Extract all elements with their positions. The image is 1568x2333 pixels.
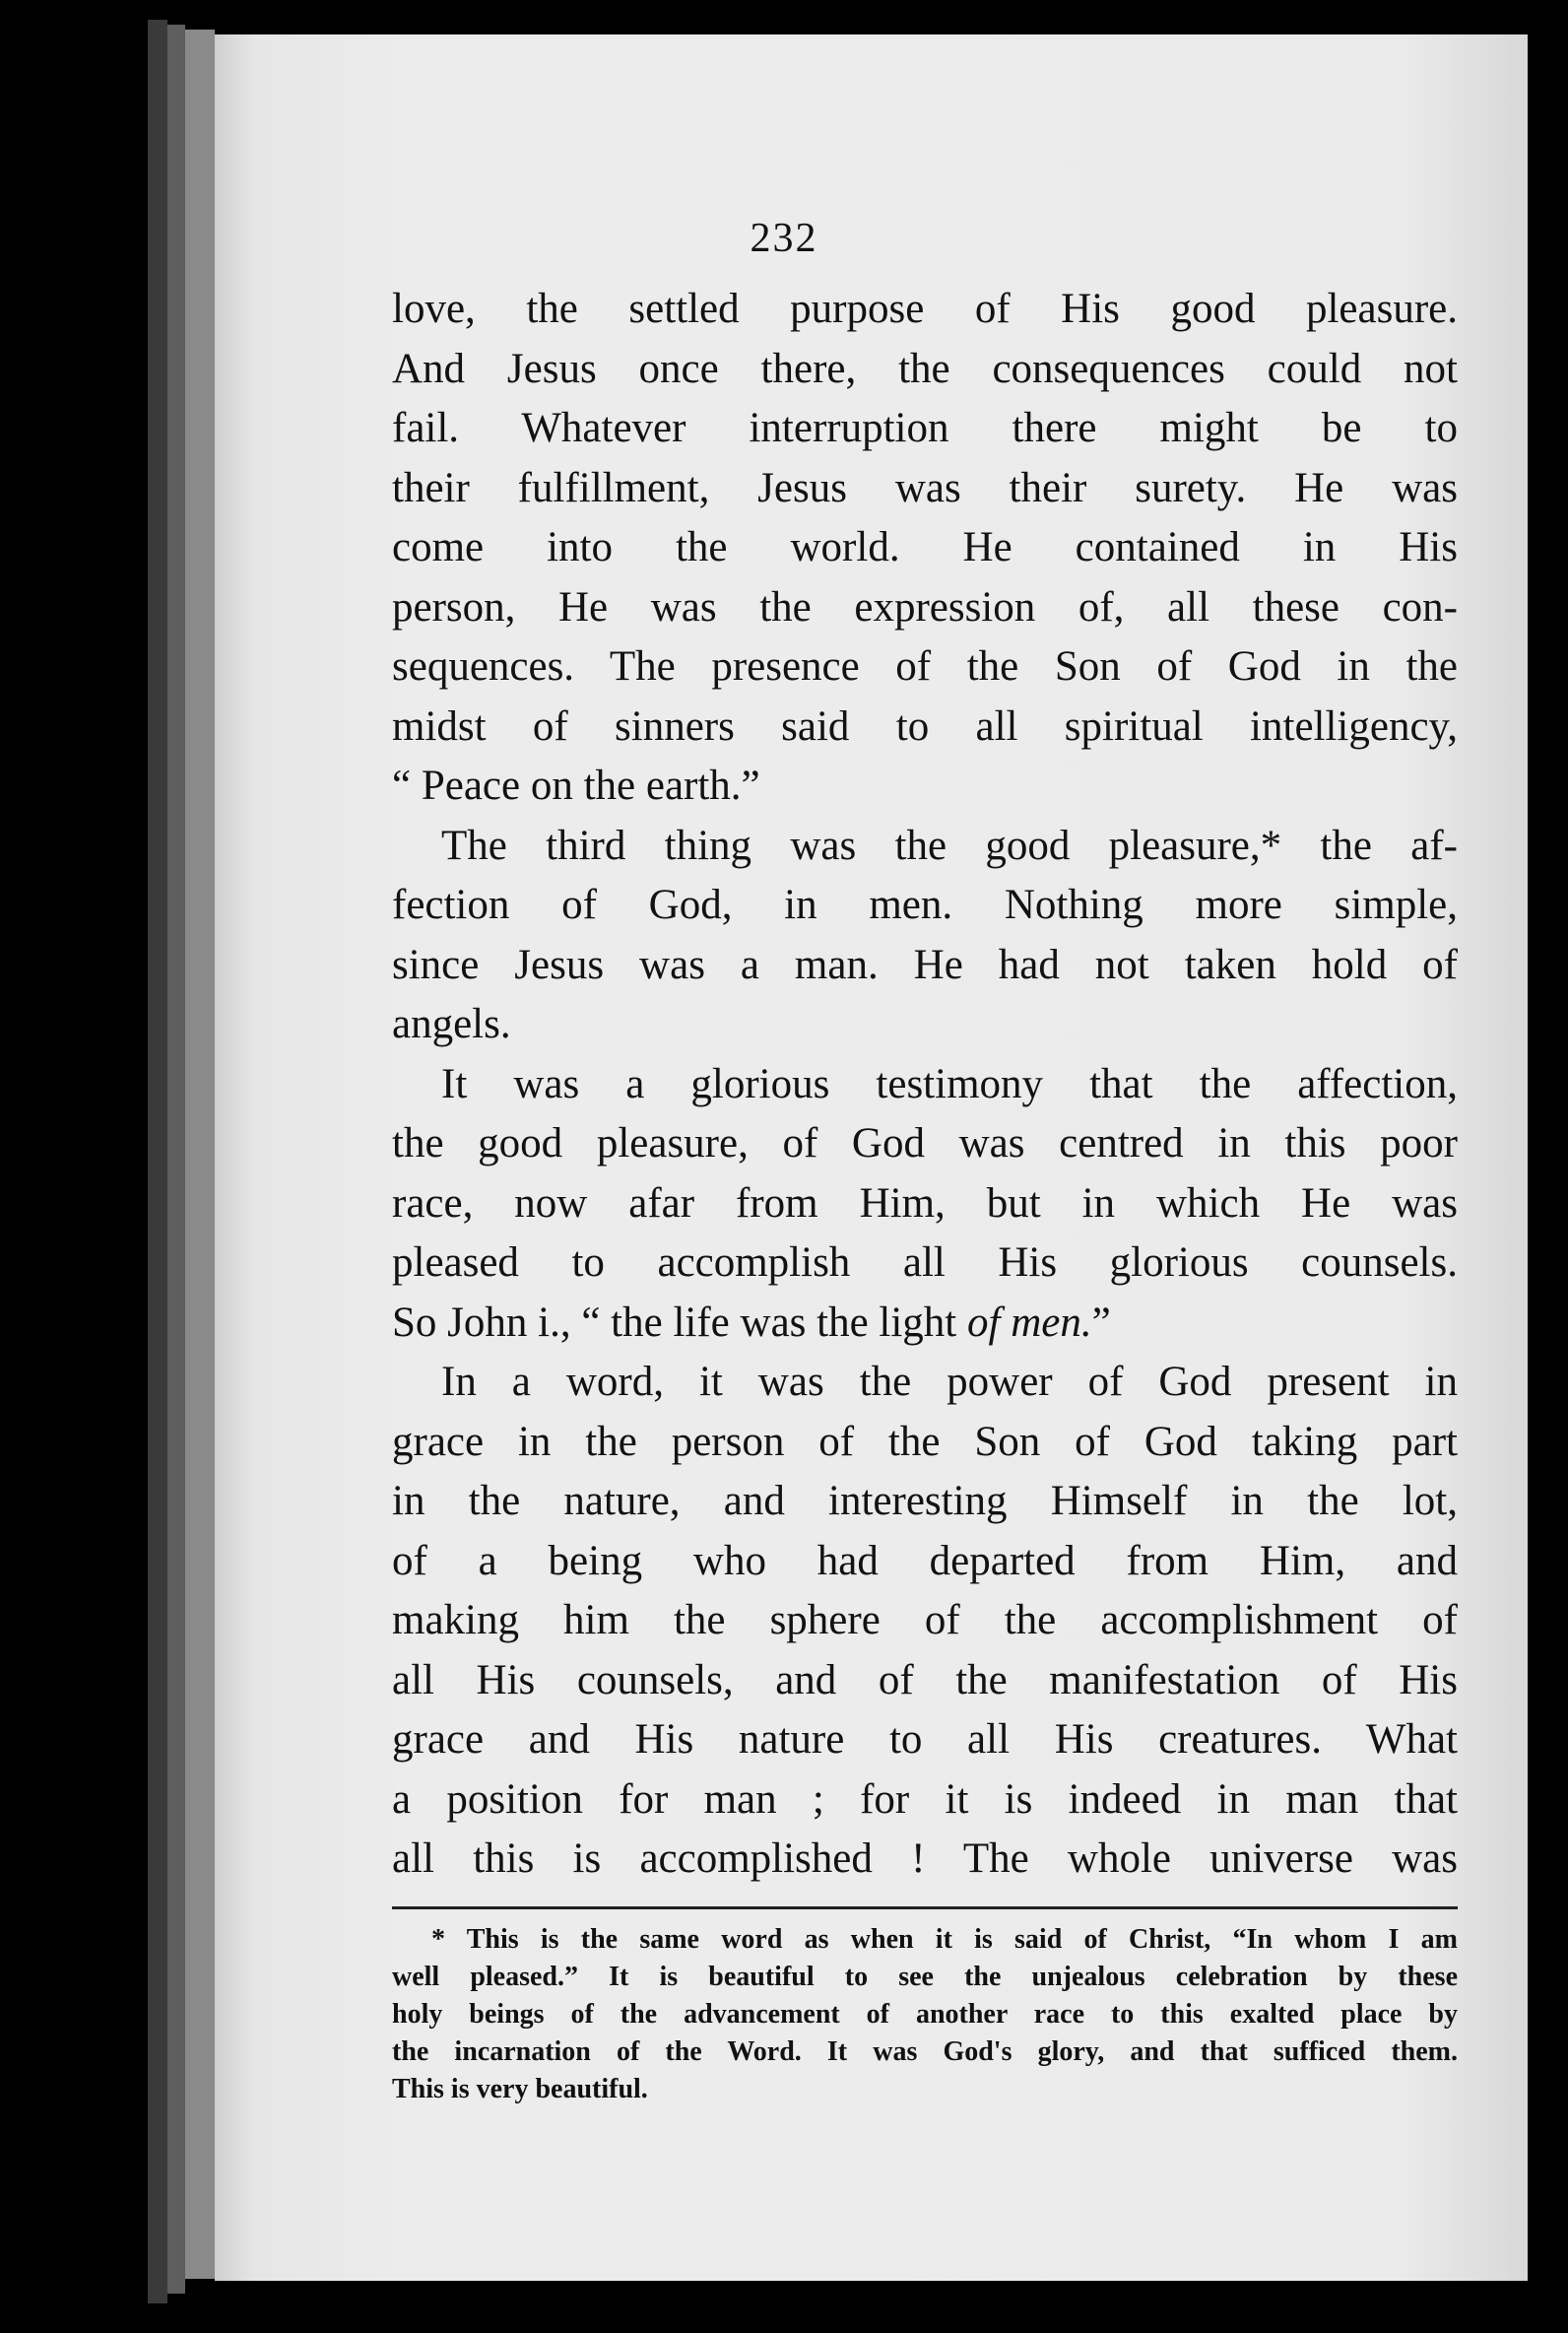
footnote-line: well pleased.” It is beautiful to see the unjealous celebration by these xyxy=(392,1962,1458,1992)
text-line: And Jesus once there, the consequences could not xyxy=(392,345,1458,392)
text-line: the good pleasure, of God was centred in this poor xyxy=(392,1120,1458,1166)
text-fragment: So John i., “ the life was the light xyxy=(392,1299,968,1346)
text-line: The third thing was the good pleasure,* the af- xyxy=(441,822,1458,869)
footnote-divider xyxy=(392,1906,1458,1909)
footnote-line: This is very beautiful. xyxy=(392,2074,648,2104)
text-line: their fulfillment, Jesus was their surety. He was xyxy=(392,464,1458,511)
footnote-line: * This is the same word as when it is said of Christ, “In whom I am xyxy=(431,1924,1458,1955)
text-line: angels. xyxy=(392,1001,511,1047)
paragraph-4 xyxy=(392,1353,1458,1890)
text-line: making him the sphere of the accomplishment of xyxy=(392,1597,1458,1643)
text-line: In a word, it was the power of God present in xyxy=(441,1359,1458,1405)
page-number: 232 xyxy=(750,216,818,261)
text-line: all this is accomplished ! The whole universe was xyxy=(392,1835,1458,1882)
text-line: fection of God, in men. Nothing more simple, xyxy=(392,882,1458,928)
text-line xyxy=(392,1294,1458,1354)
text-line: grace and His nature to all His creatures. What xyxy=(392,1716,1458,1763)
page-edge xyxy=(185,30,215,2279)
text-line: “ Peace on the earth.” xyxy=(392,763,760,809)
text-line: of a being who had departed from Him, and xyxy=(392,1537,1458,1584)
paragraph-2 xyxy=(392,817,1458,1055)
text-line: midst of sinners said to all spiritual intelligency, xyxy=(392,702,1458,750)
text-line: person, He was the expression of, all these con- xyxy=(392,583,1458,631)
text-line: a position for man ; for it is indeed in man that xyxy=(392,1775,1458,1823)
text-line: pleased to accomplish all His glorious counsels. xyxy=(392,1239,1458,1286)
page-edge xyxy=(167,25,185,2294)
text-line: It was a glorious testimony that the affection, xyxy=(441,1060,1458,1107)
text-line: all His counsels, and of the manifestation of His xyxy=(392,1656,1458,1703)
text-line: fail. Whatever interruption there might be to xyxy=(392,405,1458,451)
footnote xyxy=(392,1921,1458,2108)
text-line: since Jesus was a man. He had not taken hold of xyxy=(392,941,1458,988)
text-line: race, now afar from Him, but in which He was xyxy=(392,1179,1458,1227)
text-line: love, the settled purpose of His good pleasure. xyxy=(392,286,1458,332)
footnote-line: holy beings of the advancement of another race to this exalted place by xyxy=(392,1999,1458,2030)
paragraph-3 xyxy=(392,1055,1458,1354)
footnote-line: the incarnation of the Word. It was God's glory, and that sufficed them. xyxy=(392,2036,1458,2067)
body-text xyxy=(392,280,1458,1890)
italic-text: of men. xyxy=(967,1299,1092,1346)
paragraph-1 xyxy=(392,280,1458,817)
text-line: sequences. The presence of the Son of God in the xyxy=(392,643,1458,690)
text-line: come into the world. He contained in His xyxy=(392,524,1458,570)
text-line: in the nature, and interesting Himself in the lot, xyxy=(392,1478,1458,1524)
text-line: grace in the person of the Son of God taking part xyxy=(392,1418,1458,1465)
page-edge xyxy=(148,20,167,2303)
text-fragment: ” xyxy=(1091,1299,1111,1346)
